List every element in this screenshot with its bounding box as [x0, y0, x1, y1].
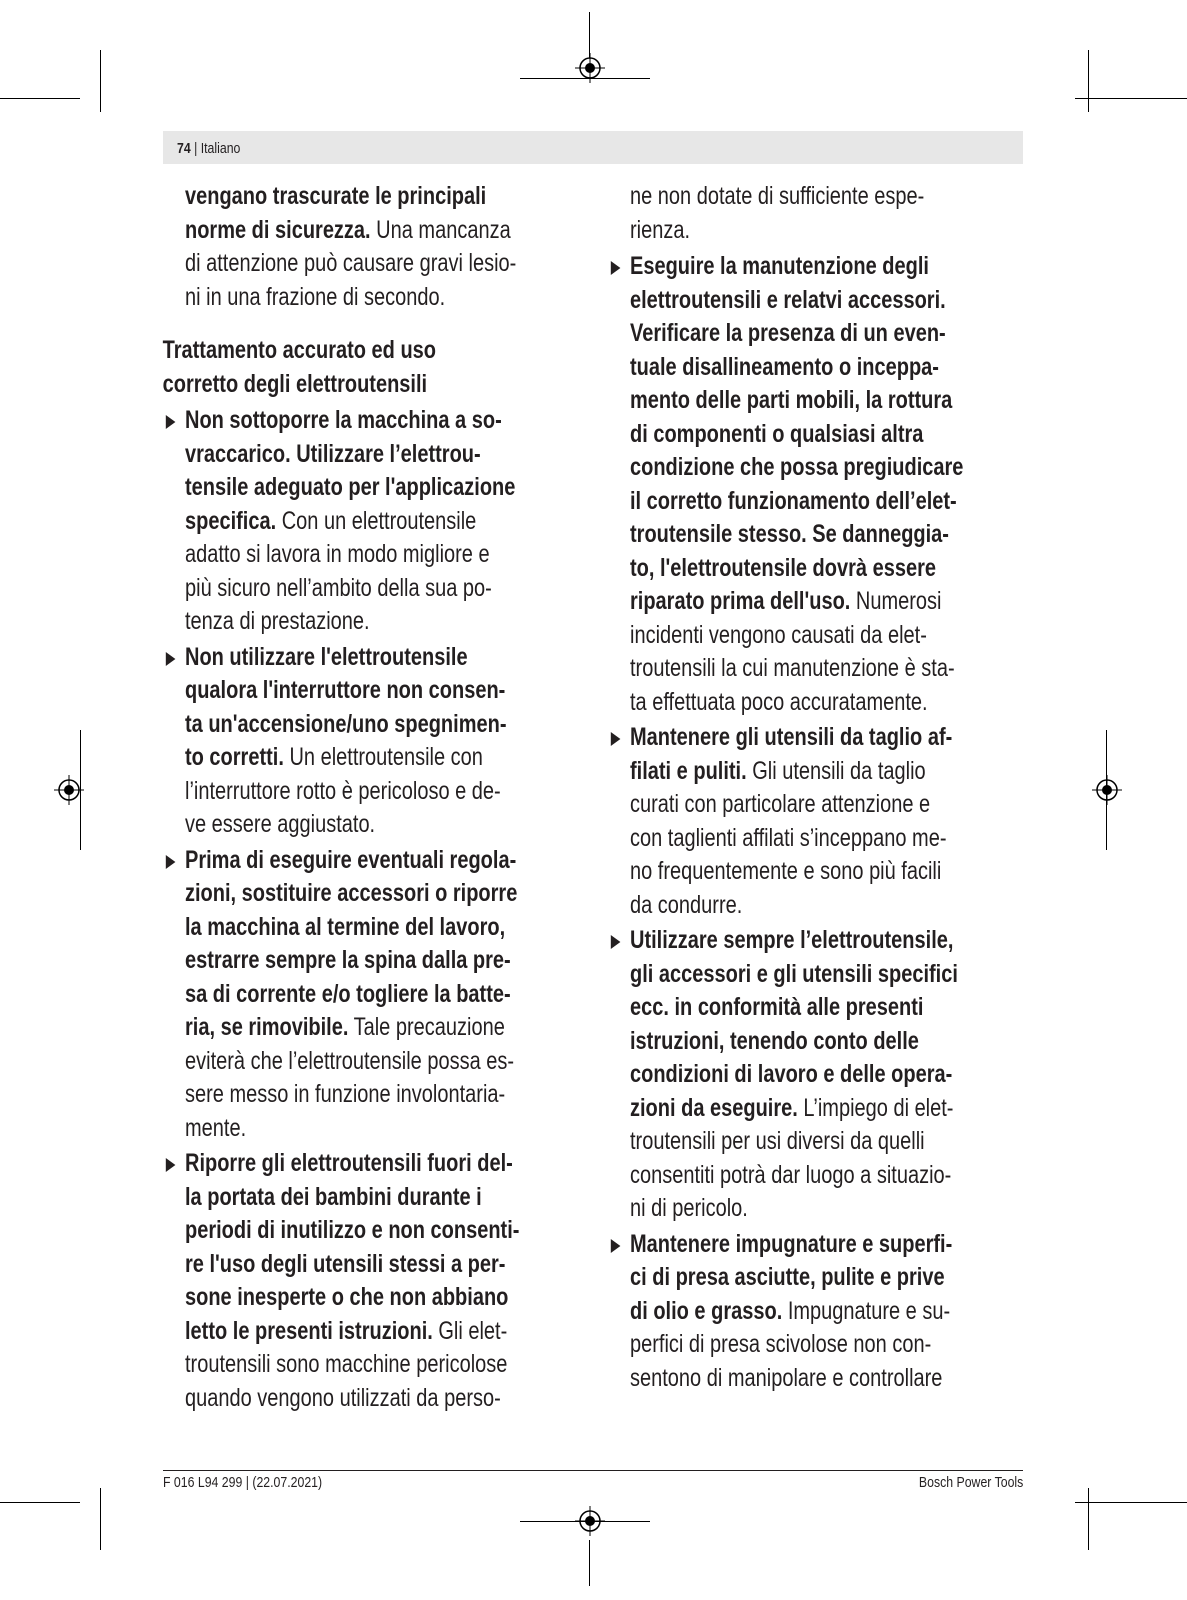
- page-number: 74: [177, 140, 191, 157]
- bold-text: re l'uso degli utensili stessi a per-: [185, 1249, 506, 1278]
- bullet-arrow-icon: [611, 1239, 621, 1253]
- header-language: Italiano: [200, 140, 241, 157]
- text-line: [185, 505, 519, 539]
- body-text: troutensili per usi diversi da quelli: [630, 1127, 925, 1155]
- bullet-first-line: [630, 721, 963, 755]
- bold-text: condizioni di lavoro e delle opera-: [630, 1060, 953, 1088]
- text-line: [185, 1181, 519, 1215]
- bold-text: norme di sicurezza.: [185, 215, 371, 244]
- bold-text: elettroutensili e relatvi accessori.: [630, 285, 946, 314]
- body-text: L’impiego di elet-: [797, 1093, 954, 1122]
- text-line: [185, 808, 519, 842]
- registration-mark-icon: [1092, 775, 1122, 805]
- text-line: [185, 180, 519, 214]
- text-line: [630, 552, 963, 586]
- text-line: [185, 877, 519, 911]
- bold-text: Mantenere gli utensili da taglio af-: [630, 723, 953, 751]
- text-line: [185, 538, 519, 572]
- text-line: [630, 1025, 963, 1059]
- body-text: Con un elettroutensile: [276, 506, 477, 535]
- body-text: Tale precauzione: [348, 1013, 505, 1041]
- right-column: [630, 180, 963, 1397]
- bullet-first-line: [185, 1147, 519, 1181]
- bold-text: la portata dei bambini durante i: [185, 1182, 482, 1211]
- body-text: ve essere aggiustato.: [185, 810, 376, 838]
- text-line: [185, 911, 519, 945]
- bold-text: periodi di inutilizzo e non consenti-: [185, 1216, 520, 1244]
- body-text: quando vengono utilizzati da perso-: [185, 1383, 501, 1412]
- bold-text: la macchina al termine del lavoro,: [185, 912, 506, 941]
- bold-text: Utilizzare sempre l’elettroutensile,: [630, 926, 954, 954]
- bold-text: specifica.: [185, 506, 277, 535]
- text-line: [185, 438, 519, 472]
- crop-mark: [0, 98, 80, 99]
- bullet-first-line: [630, 250, 963, 284]
- footer-rule: [163, 1470, 1023, 1471]
- crop-mark: [589, 1540, 590, 1586]
- body-text: troutensili la cui manutenzione è sta-: [630, 654, 955, 682]
- body-text: Un elettroutensile con: [283, 743, 483, 771]
- text-line: [185, 1248, 519, 1282]
- bold-text: Non sottoporre la macchina a so-: [185, 406, 502, 434]
- text-line: [630, 585, 963, 619]
- bullet-arrow-icon: [611, 261, 621, 275]
- crop-mark: [1075, 1502, 1187, 1503]
- body-text: incidenti vengono causati da elet-: [630, 620, 927, 649]
- header-separator: |: [190, 140, 201, 157]
- text-line: [185, 1315, 519, 1349]
- crop-mark: [1075, 98, 1187, 99]
- text-line: [630, 1295, 963, 1329]
- bullet-arrow-icon: [166, 855, 176, 869]
- text-line: [185, 1214, 519, 1248]
- bold-text: di olio e grasso.: [630, 1296, 783, 1325]
- text-line: [185, 572, 519, 606]
- text-line: [630, 351, 963, 385]
- bullet-first-line: [185, 404, 519, 438]
- body-text: Gli utensili da taglio: [746, 756, 926, 785]
- body-text: ni in una frazione di secondo.: [185, 282, 446, 311]
- text-line: [630, 1092, 963, 1126]
- bold-text: sa di corrente e/o togliere la batte-: [185, 979, 511, 1008]
- bold-text: to corretti.: [185, 743, 284, 771]
- body-text: sentono di manipolare e controllare: [630, 1363, 943, 1392]
- text-line: [185, 674, 519, 708]
- text-line: [630, 180, 963, 214]
- text-line: [630, 619, 963, 653]
- text-line: [630, 686, 963, 720]
- bullet-arrow-icon: [611, 732, 621, 746]
- page-header: [177, 140, 240, 158]
- text-line: [185, 741, 519, 775]
- spacer: [630, 1395, 963, 1397]
- text-line: [185, 1078, 519, 1112]
- bold-text: zioni, sostituire accessori o riporre: [185, 879, 518, 907]
- bold-text: vraccarico. Utilizzare l’elettrou-: [185, 439, 481, 468]
- body-text: Impugnature e su-: [782, 1296, 951, 1325]
- body-text: Una mancanza: [370, 215, 511, 244]
- bold-text: Mantenere impugnature e superfi-: [630, 1229, 953, 1258]
- bold-text: il corretto funzionamento dell’elet-: [630, 486, 957, 515]
- bold-text: qualora l'interruttore non consen-: [185, 676, 506, 704]
- body-text: Gli elet-: [432, 1316, 508, 1345]
- bold-text: ci di presa asciutte, pulite e prive: [630, 1263, 945, 1291]
- footer-brand: Bosch Power Tools: [918, 1474, 1023, 1491]
- crop-mark: [100, 1488, 101, 1550]
- bold-text: filati e puliti.: [630, 756, 747, 785]
- bold-text: letto le presenti istruzioni.: [185, 1316, 433, 1345]
- text-line: [630, 284, 963, 318]
- body-text: tenza di prestazione.: [185, 607, 370, 635]
- bold-text: riparato prima dell'uso.: [630, 587, 851, 615]
- text-line: [630, 1192, 963, 1226]
- crop-mark: [1088, 1488, 1089, 1550]
- bold-text: condizione che possa pregiudicare: [630, 453, 964, 481]
- crop-mark: [100, 50, 101, 112]
- bold-text: sone inesperte o che non abbiano: [185, 1283, 509, 1311]
- text-line: [630, 755, 963, 789]
- text-line: [185, 605, 519, 639]
- bold-text: zioni da eseguire.: [630, 1093, 798, 1122]
- bold-text: istruzioni, tenendo conto delle: [630, 1026, 919, 1055]
- text-line: [185, 775, 519, 809]
- body-text: eviterà che l’elettroutensile possa es-: [185, 1046, 515, 1075]
- body-text: adatto si lavora in modo migliore e: [185, 540, 490, 568]
- bold-text: Riporre gli elettroutensili fuori del-: [185, 1149, 513, 1177]
- bullet-arrow-icon: [611, 935, 621, 949]
- bold-text: tensile adeguato per l'applicazione: [185, 473, 516, 501]
- crop-mark: [0, 1502, 80, 1503]
- body-text: ta effettuata poco accuratamente.: [630, 687, 928, 716]
- bold-text: Non utilizzare l'elettroutensile: [185, 642, 468, 671]
- body-text: l’interruttore rotto è pericoloso e de-: [185, 776, 501, 805]
- bold-text: Eseguire la manutenzione degli: [630, 252, 929, 280]
- text-line: [185, 247, 519, 281]
- crop-mark: [1088, 50, 1089, 112]
- body-text: da condurre.: [630, 890, 743, 919]
- section-heading: Trattamento accurato ed uso: [162, 336, 436, 364]
- text-line: [630, 418, 963, 452]
- text-line: [630, 788, 963, 822]
- spacer: [185, 314, 519, 334]
- bold-text: vengano trascurate le principali: [185, 182, 487, 210]
- body-text: curati con particolare attenzione e: [630, 790, 931, 818]
- body-text: di attenzione può causare gravi lesio-: [185, 249, 517, 277]
- body-text: no frequentemente e sono più facili: [630, 857, 942, 885]
- text-line: [630, 1261, 963, 1295]
- text-line: [630, 958, 963, 992]
- body-text: ni di pericolo.: [630, 1194, 748, 1222]
- body-text: rienza.: [630, 215, 691, 244]
- text-line: [630, 1362, 963, 1396]
- body-text: perfici di presa scivolose non con-: [630, 1330, 932, 1358]
- bold-text: ria, se rimovibile.: [185, 1013, 349, 1041]
- text-line: [185, 1382, 519, 1416]
- text-line: [630, 518, 963, 552]
- bold-text: to, l'elettroutensile dovrà essere: [630, 553, 936, 582]
- bullet-first-line: [630, 924, 963, 958]
- footer-document-id: F 016 L94 299 | (22.07.2021): [163, 1474, 323, 1491]
- body-text: con taglienti affilati s’inceppano me-: [630, 823, 947, 852]
- text-line: [185, 1112, 519, 1146]
- body-text: più sicuro nell’ambito della sua po-: [185, 573, 492, 602]
- bold-text: ta un'accensione/uno spegnimen-: [185, 709, 507, 738]
- bullet-arrow-icon: [166, 652, 176, 666]
- body-text: troutensili sono macchine pericolose: [185, 1350, 508, 1378]
- text-line: [630, 652, 963, 686]
- bold-text: troutensile stesso. Se danneggia-: [630, 520, 949, 548]
- text-line: [185, 471, 519, 505]
- bold-text: tuale disallineamento o inceppa-: [630, 352, 939, 381]
- text-line: [630, 1058, 963, 1092]
- body-text: sere messo in funzione involontaria-: [185, 1080, 506, 1108]
- text-line: [185, 281, 519, 315]
- text-line: [630, 822, 963, 856]
- bold-text: estrarre sempre la spina dalla pre-: [185, 946, 511, 974]
- text-line: [185, 1281, 519, 1315]
- bold-text: ecc. in conformità alle presenti: [630, 993, 924, 1021]
- registration-mark-icon: [575, 1506, 605, 1536]
- crop-mark: [589, 12, 590, 58]
- body-text: ne non dotate di sufficiente espe-: [630, 182, 925, 210]
- bold-text: di componenti o qualsiasi altra: [630, 419, 924, 448]
- text-line: [185, 214, 519, 248]
- text-line: [630, 1328, 963, 1362]
- page-header-bar: [163, 131, 1023, 164]
- text-line: [185, 978, 519, 1012]
- text-line: [630, 451, 963, 485]
- body-text: Numerosi: [850, 587, 942, 615]
- text-line: [185, 1011, 519, 1045]
- bold-text: mento delle parti mobili, la rottura: [630, 386, 953, 414]
- bold-text: Prima di eseguire eventuali regola-: [185, 845, 517, 874]
- registration-mark-icon: [575, 53, 605, 83]
- text-line: [630, 855, 963, 889]
- text-line: [630, 384, 963, 418]
- text-line: [185, 1045, 519, 1079]
- bullet-first-line: [630, 1228, 963, 1262]
- text-line: [630, 889, 963, 923]
- text-line: [185, 708, 519, 742]
- registration-mark-icon: [54, 775, 84, 805]
- text-line: [185, 1348, 519, 1382]
- spacer: [185, 1415, 519, 1417]
- section-heading: corretto degli elettroutensili: [162, 369, 428, 398]
- text-line: [630, 214, 963, 248]
- text-line: [185, 944, 519, 978]
- body-text: consentiti potrà dar luogo a situazio-: [630, 1160, 952, 1189]
- bold-text: gli accessori e gli utensili specifici: [630, 959, 958, 988]
- bullet-arrow-icon: [166, 1158, 176, 1172]
- body-text: mente.: [185, 1113, 247, 1142]
- text-line: [630, 1159, 963, 1193]
- bullet-first-line: [185, 641, 519, 675]
- left-column: [162, 180, 520, 1417]
- bullet-arrow-icon: [166, 415, 176, 429]
- text-line: [630, 317, 963, 351]
- text-line: [630, 485, 963, 519]
- text-line: [630, 991, 963, 1025]
- bold-text: Verificare la presenza di un even-: [630, 319, 946, 347]
- bullet-first-line: [185, 844, 519, 878]
- text-line: [630, 1125, 963, 1159]
